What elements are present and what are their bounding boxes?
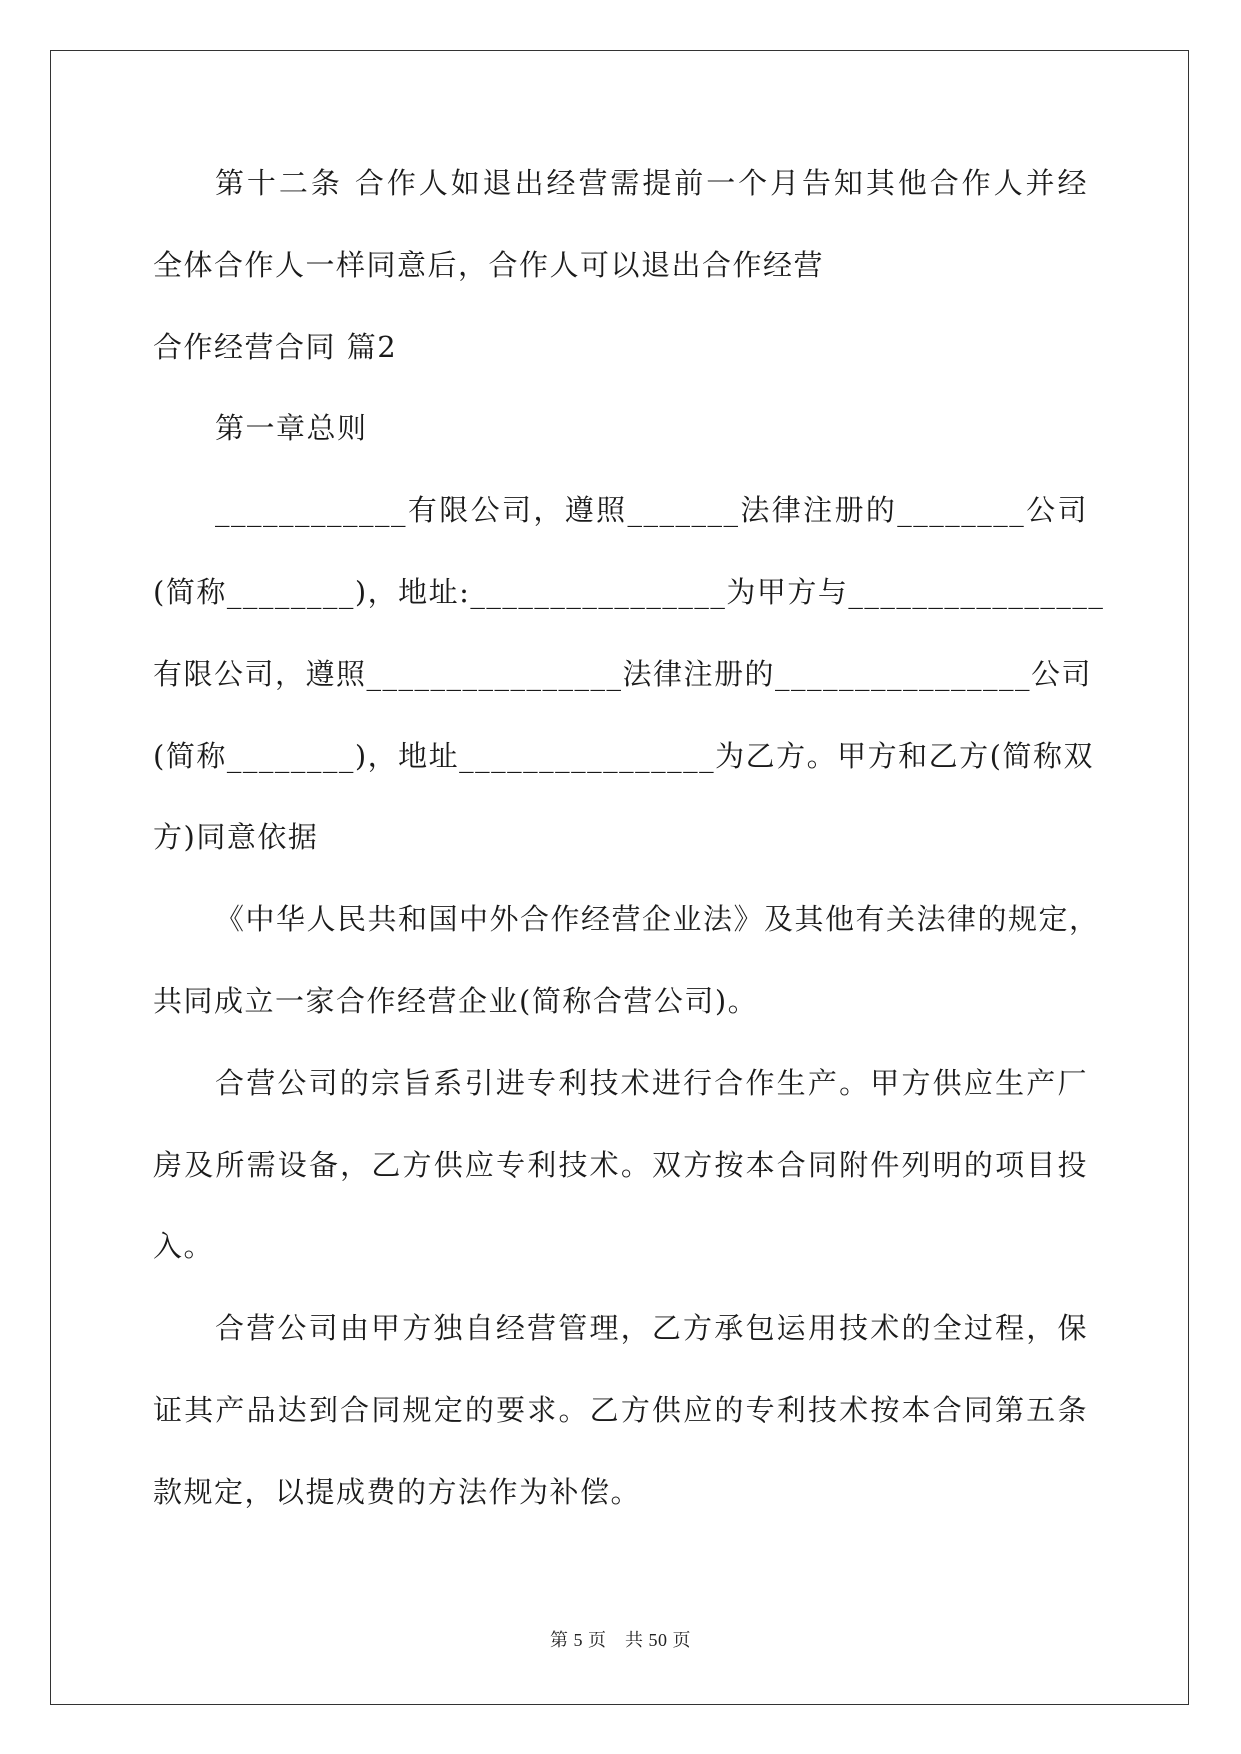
- text-line: 入。: [153, 1229, 215, 1264]
- text-line: ____________有限公司，遵照_______法律注册的________公司: [215, 493, 1088, 528]
- text-line: 房及所需设备，乙方供应专利技术。双方按本合同附件列明的项目投: [153, 1147, 1088, 1182]
- section-title: 合作经营合同 篇2: [153, 329, 398, 364]
- text-line: 有限公司，遵照________________法律注册的________________公司: [153, 656, 1093, 691]
- page-number-footer: 第 5 页 共 50 页: [550, 1630, 691, 1650]
- text-line: 合营公司的宗旨系引进专利技术进行合作生产。甲方供应生产厂: [215, 1065, 1088, 1100]
- chapter-heading: 第一章总则: [215, 411, 368, 446]
- document-body: [153, 160, 1105, 1551]
- text-line: (简称________)，地址________________为乙方。甲方和乙方(简称双: [153, 738, 1094, 773]
- text-line: 款规定，以提成费的方法作为补偿。: [153, 1474, 642, 1509]
- text-line: (简称________)，地址:________________为甲方与________________: [153, 574, 1105, 609]
- text-line: 合营公司由甲方独自经营管理，乙方承包运用技术的全过程，保: [215, 1311, 1088, 1346]
- text-line: 第十二条 合作人如退出经营需提前一个月告知其他合作人并经: [215, 166, 1088, 200]
- text-line: 证其产品达到合同规定的要求。乙方供应的专利技术按本合同第五条: [153, 1392, 1088, 1427]
- text-line: 《中华人民共和国中外合作经营企业法》及其他有关法律的规定，: [215, 902, 1100, 937]
- text-line: 共同成立一家合作经营企业(简称合营公司)。: [153, 983, 759, 1018]
- text-line: 全体合作人一样同意后，合作人可以退出合作经营: [153, 247, 825, 282]
- text-line: 方)同意依据: [153, 820, 319, 855]
